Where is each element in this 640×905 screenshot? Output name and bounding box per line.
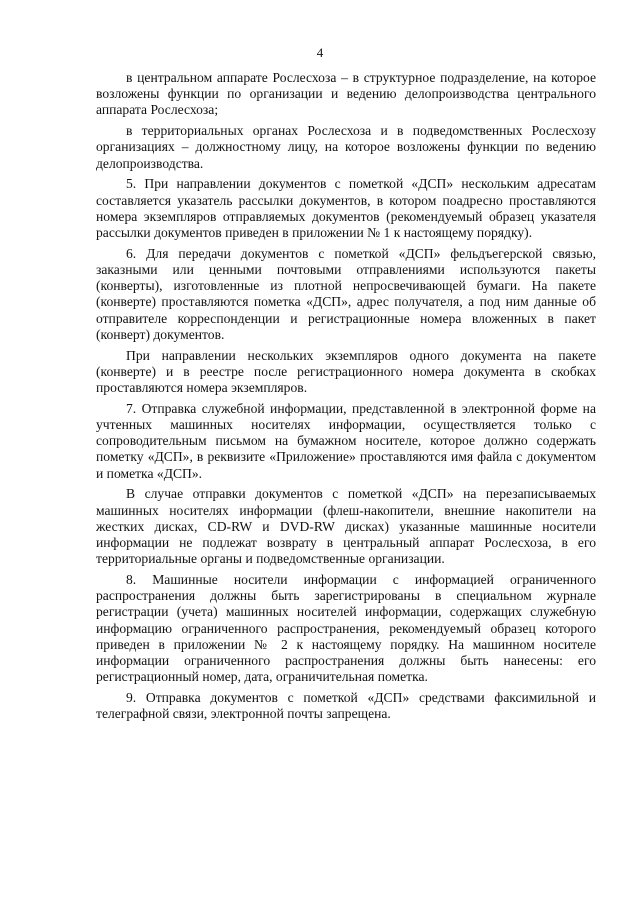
paragraph-item-7: 7. Отправка служебной информации, представленной в электронной форме на учтенных машинных носителях информации, осуществляется только с сопроводительным письмом на бумажном носителе, которое должно содержать пометку «ДСП», в реквизите «Приложение» проставляются имя файла с документом и пометка «ДСП». (96, 400, 596, 481)
paragraph-item-6: 6. Для передачи документов с пометкой «ДСП» фельдъегерской связью, заказными или ценными почтовыми отправлениями используются пакеты (конверты), изготовленные из плотной непросвечивающей бумаги. На пакете (конверте) проставляются пометка «ДСП», адрес получателя, а под ним данные об отправителе корреспонденции и регистрационные номера вложенных в пакет (конверт) документов. (96, 245, 596, 342)
paragraph-central-apparatus: в центральном аппарате Рослесхоза – в структурное подразделение, на которое возложены функции по организации и ведению делопроизводства центрального аппарата Рослесхоза; (96, 70, 596, 118)
paragraph-item-9: 9. Отправка документов с пометкой «ДСП» средствами факсимильной и телеграфной связи, электронной почты запрещена. (96, 690, 596, 722)
page-number: 4 (316, 45, 324, 60)
paragraph-item-8: 8. Машинные носители информации с информацией ограниченного распространения должны быть зарегистрированы в специальном журнале регистрации (учета) машинных носителей информации, содержащих служебную информацию ограниченного распространения, рекомендуемый образец которого приведен в приложении № 2 к настоящему порядку. На машинном носителе информации ограниченного распространения должны быть нанесены: его регистрационный номер, дата, ограничительная пометка. (96, 572, 596, 685)
paragraph-multiple-copies: При направлении нескольких экземпляров одного документа на пакете (конверте) и в реестре после регистрационного номера документа в скобках проставляются номера экземпляров. (96, 347, 596, 396)
paragraph-rewritable-media: В случае отправки документов с пометкой «ДСП» на перезаписываемых машинных носителях информации (флеш-накопители, внешние накопители на жестких дисках, CD-RW и DVD-RW дисках) указанные машинные носители информации не подлежат возврату в центральный аппарат Рослесхоза, в его территориальные органы и подведомственные организации. (96, 486, 596, 567)
paragraph-territorial-organs: в территориальных органах Рослесхоза и в подведомственных Рослесхозу организациях – должностному лицу, на которое возложены функции по ведению делопроизводства. (96, 123, 596, 171)
document-body (96, 70, 596, 727)
paragraph-item-5: 5. При направлении документов с пометкой «ДСП» нескольким адресатам составляется указатель рассылки документов, в котором поадресно проставляются номера экземпляров отправляемых документов (рекомендуемый образец указателя рассылки документов приведен в приложении № 1 к настоящему порядку). (96, 176, 596, 241)
